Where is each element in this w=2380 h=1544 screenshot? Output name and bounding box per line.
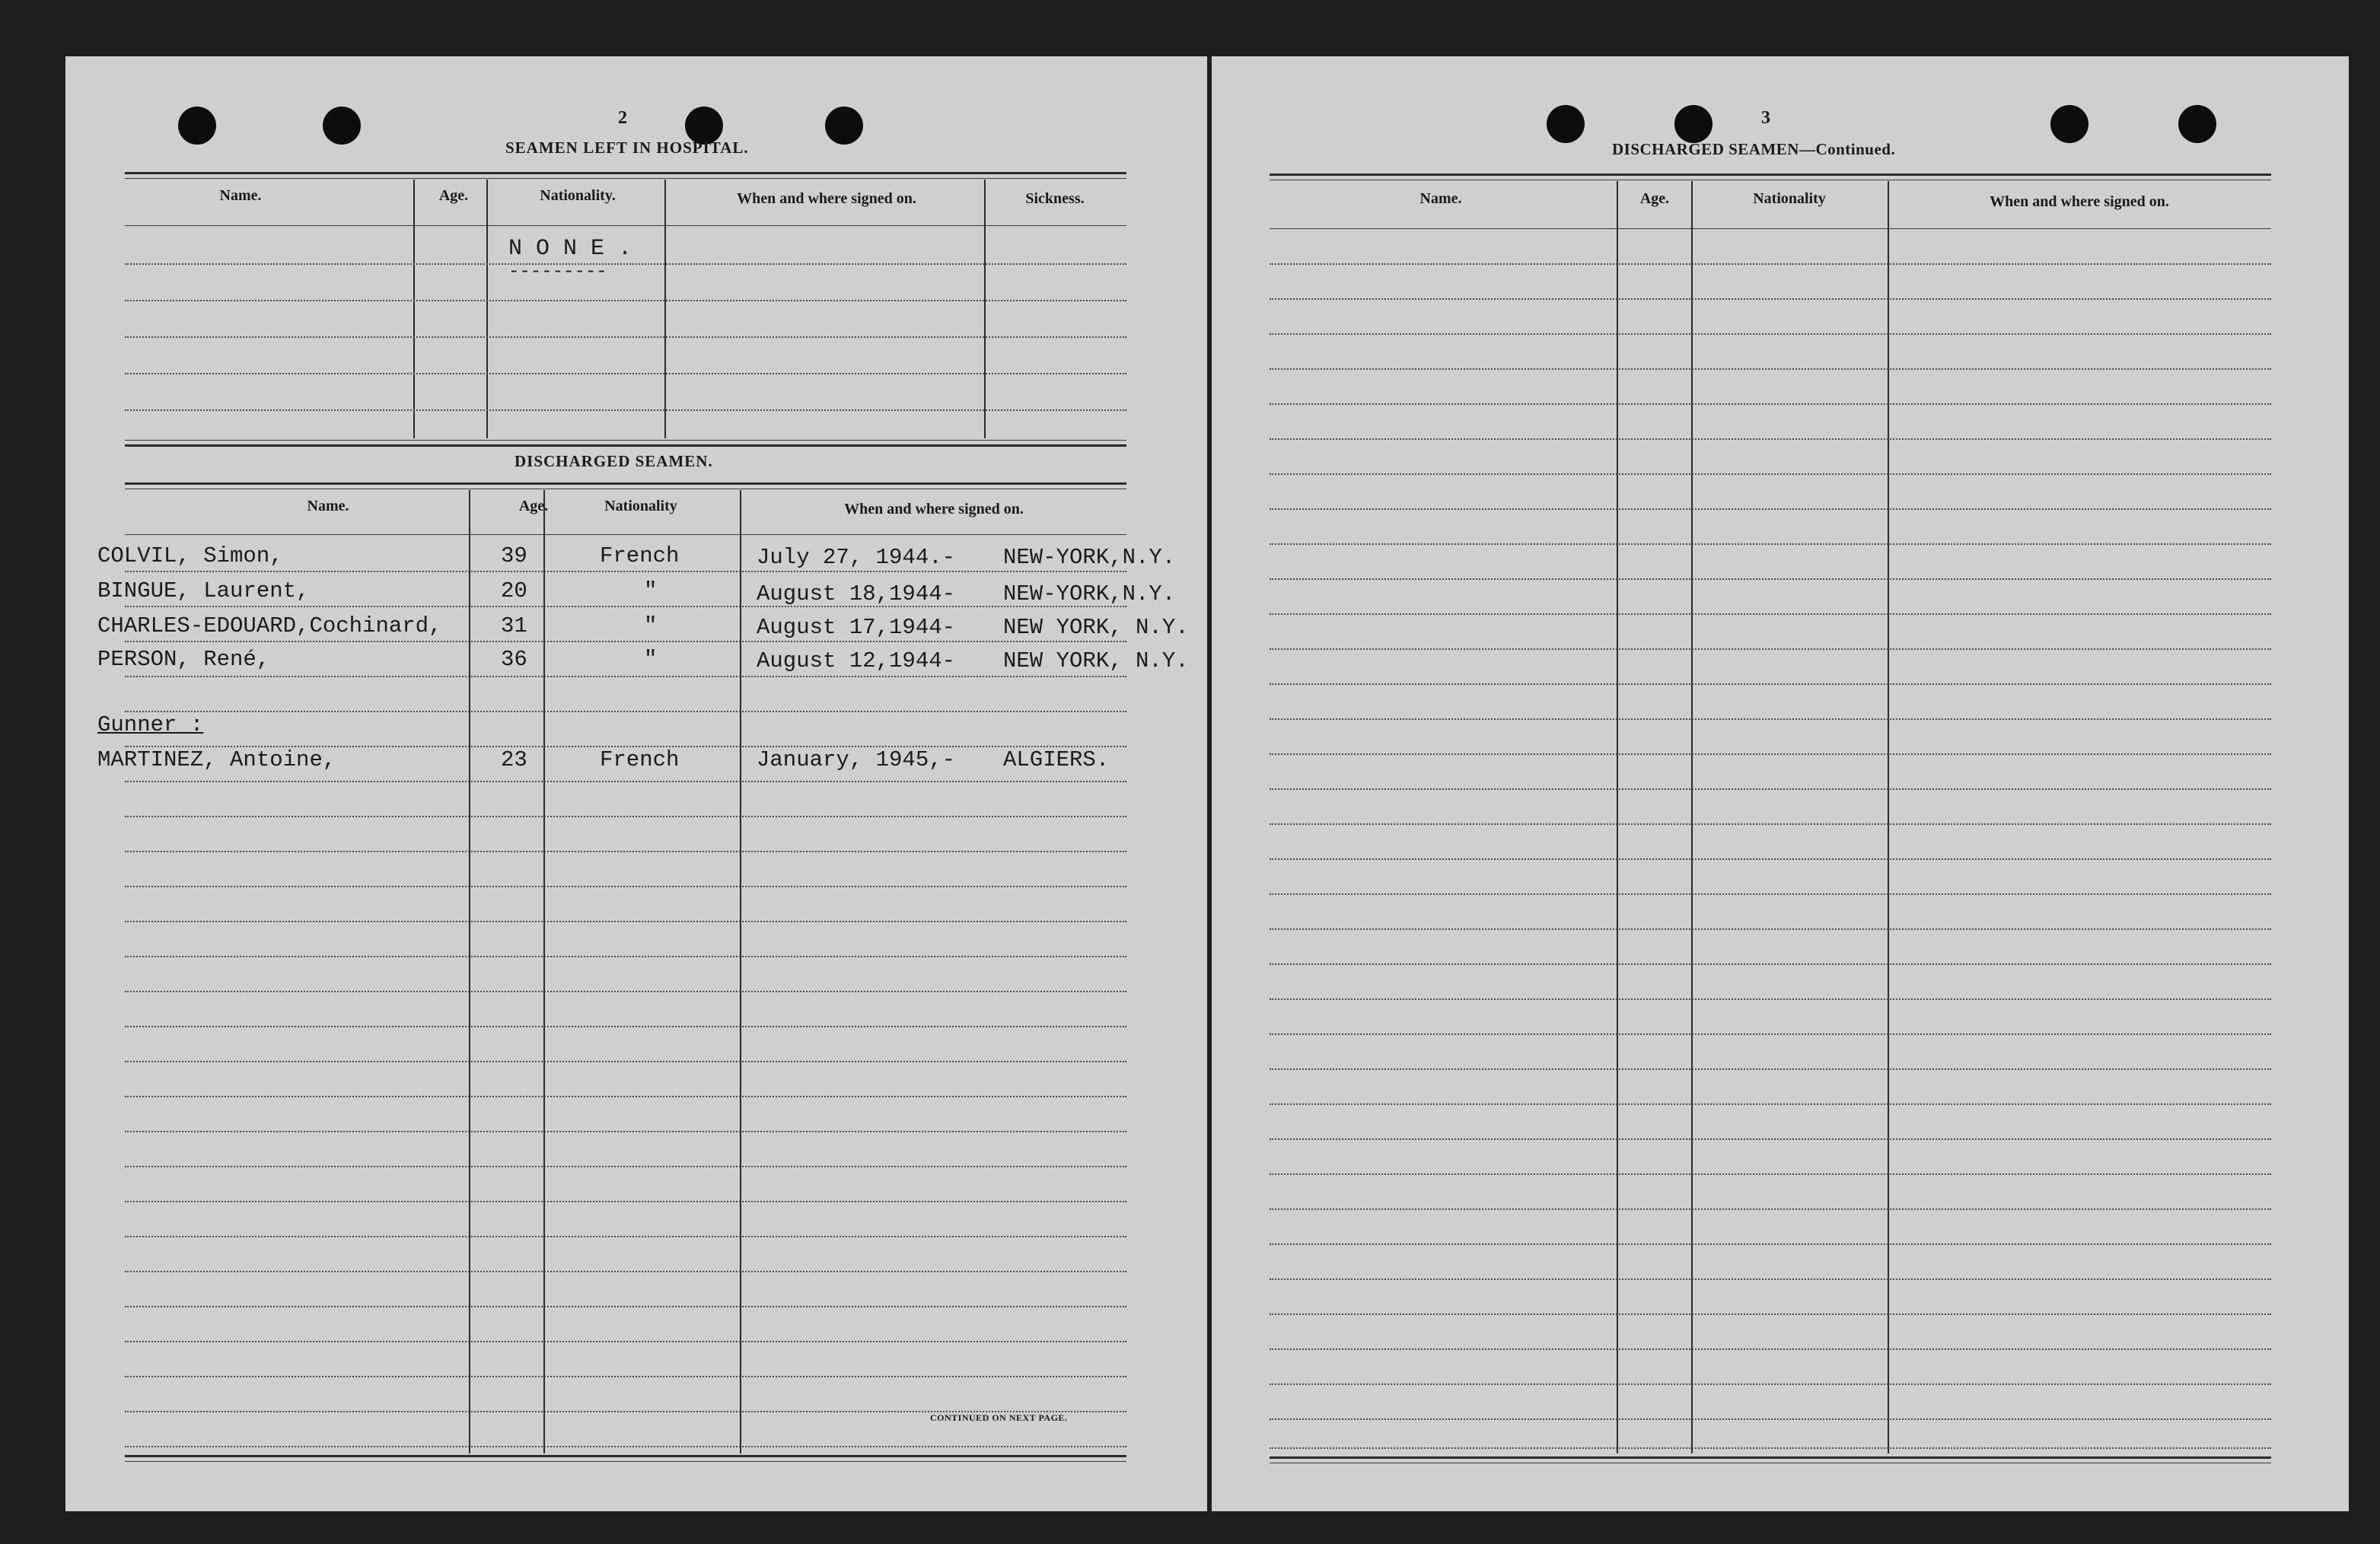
col-nationality: Nationality xyxy=(604,498,677,514)
table-row xyxy=(125,1236,1126,1237)
table-row xyxy=(1270,858,2271,860)
table-row xyxy=(1270,1103,2271,1105)
right-page xyxy=(1212,56,2349,1511)
discharged-heading: DISCHARGED SEAMEN. xyxy=(515,452,713,470)
punch-hole xyxy=(1674,105,1713,143)
section-rule xyxy=(125,444,1126,447)
table-row xyxy=(1270,928,2271,930)
hospital-none-underline: --------- xyxy=(508,262,607,282)
punch-hole xyxy=(2050,105,2088,143)
table-row xyxy=(1270,298,2271,300)
gunner-label: Gunner : xyxy=(97,712,204,737)
column-divider xyxy=(1691,181,1693,1453)
header-rule xyxy=(125,225,1126,226)
table-row xyxy=(125,1166,1126,1167)
seaman-age: 23 xyxy=(501,747,527,772)
table-row xyxy=(125,1131,1126,1132)
table-row xyxy=(1270,1033,2271,1035)
table-row xyxy=(125,991,1126,992)
table-row xyxy=(1270,998,2271,1000)
table-row xyxy=(125,1376,1126,1377)
punch-hole xyxy=(178,107,216,145)
seaman-nationality: " xyxy=(644,613,658,638)
table-top-rule xyxy=(125,178,1126,179)
table-row xyxy=(125,711,1126,712)
table-row xyxy=(1270,648,2271,650)
table-row xyxy=(125,1306,1126,1307)
seaman-signed-place: NEW YORK, N.Y. xyxy=(1003,648,1189,673)
table-row xyxy=(1270,1348,2271,1350)
column-divider xyxy=(1617,181,1618,1453)
page-number: 2 xyxy=(618,108,627,128)
punch-hole xyxy=(825,107,863,145)
table-row xyxy=(1270,683,2271,685)
table-row xyxy=(125,373,1126,374)
seaman-age: 36 xyxy=(501,647,527,672)
table-row xyxy=(125,300,1126,301)
seaman-signed-date: August 17,1944- xyxy=(757,615,956,640)
table-row xyxy=(1270,438,2271,440)
table-bottom-rule xyxy=(125,1461,1126,1462)
table-row xyxy=(1270,1208,2271,1210)
table-row xyxy=(125,956,1126,957)
col-signed-on: When and where signed on. xyxy=(844,501,1024,517)
col-signed-on: When and where signed on. xyxy=(737,190,916,207)
table-row xyxy=(125,921,1126,922)
seaman-nationality: " xyxy=(644,578,658,603)
punch-hole xyxy=(323,107,361,145)
header-rule xyxy=(1270,228,2271,229)
table-row xyxy=(125,1446,1126,1447)
column-divider xyxy=(984,180,986,438)
table-bottom-rule xyxy=(125,1455,1126,1457)
table-row xyxy=(125,676,1126,677)
table-row xyxy=(1270,368,2271,370)
seaman-signed-date: August 12,1944- xyxy=(757,648,956,673)
col-age: Age. xyxy=(1639,190,1670,207)
table-row xyxy=(1270,1383,2271,1385)
continued-footer: CONTINUED ON NEXT PAGE. xyxy=(930,1412,1068,1423)
table-row xyxy=(125,409,1126,411)
section-rule xyxy=(125,440,1126,441)
seaman-name: COLVIL, Simon, xyxy=(97,543,283,568)
seaman-name: MARTINEZ, Antoine, xyxy=(97,747,336,772)
seaman-signed-place: ALGIERS. xyxy=(1003,747,1110,772)
table-row xyxy=(1270,473,2271,475)
table-row xyxy=(1270,508,2271,510)
table-row xyxy=(125,1061,1126,1062)
col-name: Name. xyxy=(307,498,349,514)
header-rule xyxy=(125,534,1126,535)
seaman-signed-place: NEW-YORK,N.Y. xyxy=(1003,545,1176,570)
table-row xyxy=(1270,543,2271,545)
discharged-continued-heading: DISCHARGED SEAMEN—Continued. xyxy=(1612,140,1896,158)
column-divider xyxy=(740,490,741,1453)
seaman-nationality: " xyxy=(644,647,658,672)
table-row xyxy=(1270,893,2271,895)
column-divider xyxy=(469,490,470,1453)
table-row xyxy=(1270,1418,2271,1420)
column-divider xyxy=(543,490,545,1453)
table-top-rule xyxy=(125,482,1126,485)
table-row xyxy=(1270,1173,2271,1175)
table-row xyxy=(125,851,1126,852)
table-row xyxy=(125,816,1126,817)
seaman-nationality: French xyxy=(600,747,680,772)
table-row xyxy=(125,336,1126,338)
table-row xyxy=(1270,403,2271,405)
table-row xyxy=(125,1201,1126,1202)
page-number: 3 xyxy=(1761,108,1770,128)
seaman-age: 20 xyxy=(501,578,527,603)
table-row xyxy=(1270,718,2271,720)
left-page xyxy=(65,56,1207,1511)
col-signed-on: When and where signed on. xyxy=(1990,193,2169,210)
seaman-signed-date: August 18,1944- xyxy=(757,581,956,606)
seaman-name: BINGUE, Laurent, xyxy=(97,578,310,603)
seaman-age: 39 xyxy=(501,543,527,568)
table-row xyxy=(1270,788,2271,790)
col-name: Name. xyxy=(1419,190,1462,207)
table-row xyxy=(125,263,1126,265)
col-sickness: Sickness. xyxy=(1025,190,1085,207)
column-divider xyxy=(413,180,415,438)
col-age: Age. xyxy=(438,187,469,204)
table-row xyxy=(125,1271,1126,1272)
punch-hole xyxy=(2178,105,2216,143)
table-row xyxy=(1270,963,2271,965)
seaman-name: PERSON, René, xyxy=(97,647,270,672)
table-row xyxy=(1270,613,2271,615)
column-divider xyxy=(1888,181,1889,1453)
table-top-rule xyxy=(125,172,1126,174)
table-row xyxy=(1270,333,2271,335)
seaman-signed-date: July 27, 1944.- xyxy=(757,545,956,570)
table-row xyxy=(1270,1313,2271,1315)
table-top-rule xyxy=(1270,174,2271,176)
table-row xyxy=(1270,263,2271,265)
table-row xyxy=(125,1341,1126,1342)
punch-hole xyxy=(1547,105,1585,143)
seaman-signed-date: January, 1945,- xyxy=(757,747,956,772)
table-row xyxy=(1270,1278,2271,1280)
table-row xyxy=(125,886,1126,887)
col-age: Age. xyxy=(518,498,549,514)
table-row xyxy=(1270,1243,2271,1245)
table-row xyxy=(125,1096,1126,1097)
seaman-name: CHARLES-EDOUARD,Cochinard, xyxy=(97,613,442,638)
hospital-heading: SEAMEN LEFT IN HOSPITAL. xyxy=(505,138,749,157)
table-row xyxy=(125,606,1126,607)
hospital-none-entry: N O N E . xyxy=(508,236,632,262)
table-row xyxy=(125,571,1126,572)
col-nationality: Nationality. xyxy=(540,187,616,204)
table-row xyxy=(125,641,1126,642)
table-row xyxy=(1270,1138,2271,1140)
seaman-age: 31 xyxy=(501,613,527,638)
col-nationality: Nationality xyxy=(1753,190,1826,207)
seaman-signed-place: NEW YORK, N.Y. xyxy=(1003,615,1189,640)
table-bottom-rule xyxy=(1270,1456,2271,1459)
seaman-signed-place: NEW-YORK,N.Y. xyxy=(1003,581,1176,606)
col-name: Name. xyxy=(219,187,262,204)
seaman-nationality: French xyxy=(600,543,680,568)
table-row xyxy=(125,781,1126,782)
table-row xyxy=(1270,578,2271,580)
table-row xyxy=(1270,1068,2271,1070)
table-row xyxy=(1270,753,2271,755)
table-row xyxy=(125,1026,1126,1027)
table-row xyxy=(1270,823,2271,825)
table-row xyxy=(1270,1447,2271,1449)
column-divider xyxy=(486,180,488,438)
column-divider xyxy=(664,180,666,438)
